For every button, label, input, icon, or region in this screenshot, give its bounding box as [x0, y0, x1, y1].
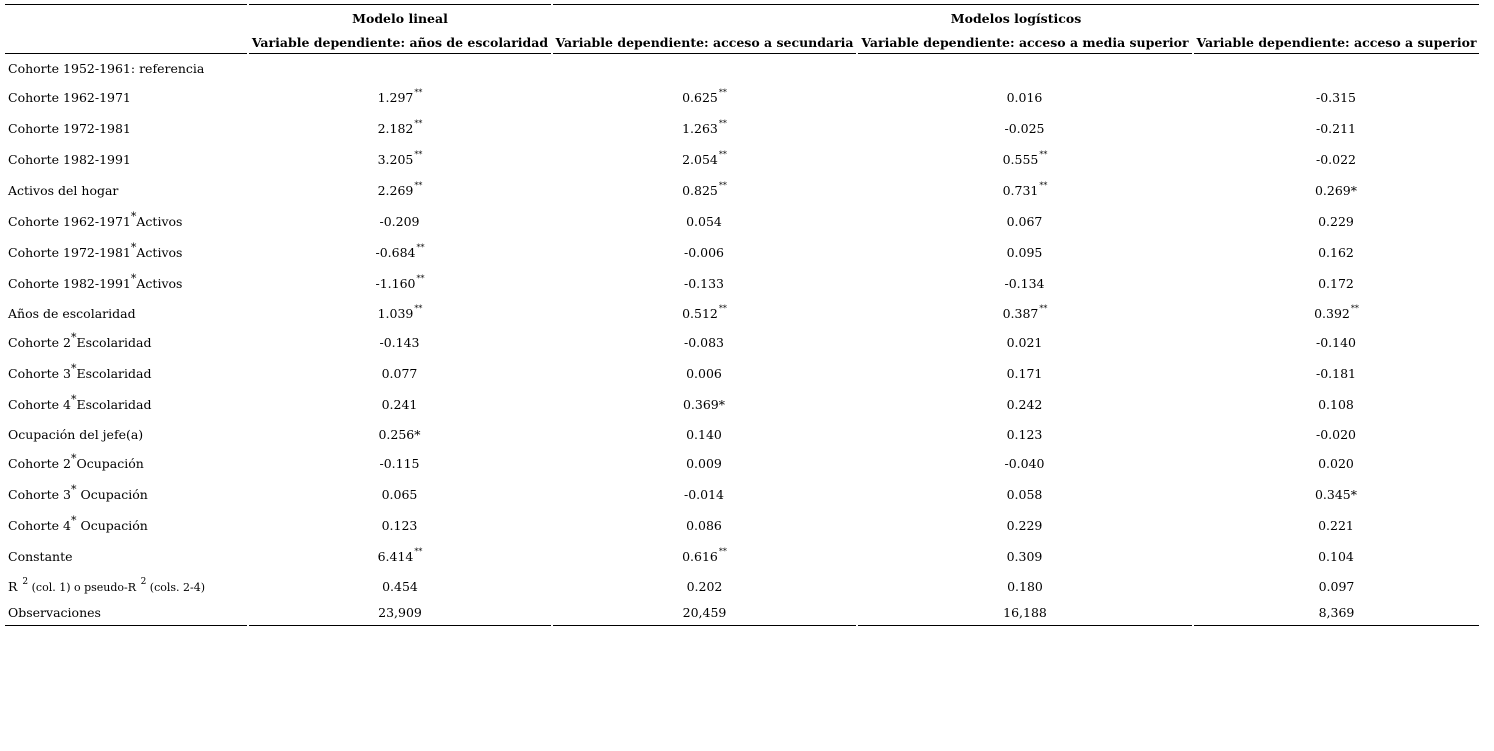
cell: [858, 54, 1192, 82]
coef: -0.211: [1315, 121, 1356, 136]
coef: -0.181: [1315, 366, 1356, 381]
cell: [553, 600, 856, 626]
label-part: Cohorte 4: [8, 518, 71, 533]
cell: [553, 299, 856, 327]
cell: [553, 113, 856, 144]
table-row: [5, 113, 1479, 144]
cell: [1194, 600, 1479, 626]
cell: [858, 510, 1192, 541]
row-label: [5, 448, 247, 479]
coef: -0.684: [375, 245, 416, 260]
cell: [858, 144, 1192, 175]
cell: [249, 510, 551, 541]
cell: [858, 268, 1192, 299]
coef: 0.387: [1002, 305, 1039, 321]
table-row: [5, 600, 1479, 626]
label-part: Activos: [136, 214, 183, 229]
coef: 0.229: [1006, 518, 1043, 533]
cell: [553, 206, 856, 237]
label-part: Ocupación: [76, 456, 144, 471]
label-part: Cohorte 1982-1991: [8, 276, 131, 291]
label-part: Cohorte 1972-1981: [8, 245, 131, 260]
cell: [858, 479, 1192, 510]
table-row: [5, 144, 1479, 175]
column-header-4: Variable dependiente: acceso a superior: [1194, 31, 1479, 54]
cell: [249, 572, 551, 600]
cell: [858, 299, 1192, 327]
header-blank-cell: [5, 4, 247, 31]
significance-marker: **: [414, 88, 423, 97]
significance-marker: **: [414, 547, 423, 556]
cell: [249, 600, 551, 626]
interaction-star: *: [130, 241, 137, 254]
coef: 0.616: [682, 549, 718, 564]
cell: [858, 572, 1192, 600]
cell: [553, 389, 856, 420]
coef: -0.209: [379, 214, 420, 229]
row-label: Cohorte 1952-1961: referencia: [8, 60, 205, 76]
coef: 0.097: [1318, 578, 1355, 594]
cell: [249, 268, 551, 299]
interaction-star: *: [130, 272, 137, 285]
significance-marker: **: [1350, 303, 1359, 313]
coef: 6.414: [377, 549, 414, 564]
coef: 0.006: [686, 366, 722, 381]
cell: [1194, 175, 1479, 206]
coef: -0.134: [1004, 276, 1045, 291]
cell: [553, 541, 856, 572]
cell: [1194, 327, 1479, 358]
interaction-star: *: [71, 393, 77, 406]
cell: [553, 572, 856, 600]
label-part: Activos: [136, 245, 183, 260]
row-label: [5, 237, 247, 268]
coef: 0.016: [1006, 90, 1043, 105]
superscript: 2: [22, 576, 29, 587]
coef: 3.205: [377, 152, 414, 167]
coef: 0.309: [1006, 549, 1043, 564]
row-label: [5, 479, 247, 510]
row-label: Cohorte 1972-1981: [8, 121, 131, 136]
coef: 0.172: [1318, 276, 1354, 291]
cell: [553, 268, 856, 299]
header-columns-row: [5, 31, 1479, 54]
cell: [249, 389, 551, 420]
table-row: [5, 327, 1479, 358]
cell: [553, 448, 856, 479]
coef: -0.115: [379, 456, 420, 471]
observations-count: 20,459: [682, 605, 727, 620]
label-part: Escolaridad: [76, 366, 152, 381]
table-row: [5, 82, 1479, 113]
label-part: Escolaridad: [76, 397, 152, 412]
header-group-row: [5, 4, 1479, 31]
cell: [553, 175, 856, 206]
cell: [1194, 144, 1479, 175]
coef: 2.269: [377, 183, 414, 198]
coef: -0.022: [1315, 152, 1356, 167]
cell: [858, 420, 1192, 448]
coef: 0.369*: [682, 397, 726, 412]
cell: [249, 82, 551, 113]
significance-marker: **: [1039, 181, 1048, 190]
cell: [249, 113, 551, 144]
coef: 0.077: [381, 366, 418, 381]
row-label: [5, 572, 247, 600]
cell: [858, 358, 1192, 389]
coef: 0.454: [382, 578, 418, 594]
cell: [1194, 268, 1479, 299]
coef: -0.025: [1004, 121, 1045, 136]
coef: 0.020: [1318, 456, 1354, 471]
coef: 0.242: [1006, 397, 1043, 412]
cell: [249, 327, 551, 358]
coef: 0.512: [682, 305, 718, 321]
cell: [1194, 358, 1479, 389]
cell: [553, 237, 856, 268]
coef: -0.140: [1315, 335, 1356, 350]
cell: [249, 479, 551, 510]
table-row: [5, 389, 1479, 420]
significance-marker: **: [416, 274, 425, 283]
cell: [1194, 237, 1479, 268]
interaction-star: *: [71, 514, 77, 527]
cell: [249, 206, 551, 237]
label-part: (cols. 2-4): [146, 580, 206, 594]
cell: [1194, 448, 1479, 479]
coef: 0.555: [1002, 152, 1039, 167]
row-label: [5, 268, 247, 299]
cell: [553, 54, 856, 82]
coef: 0.202: [686, 578, 723, 594]
label-part: Cohorte 2: [8, 335, 71, 350]
coef: -0.083: [683, 335, 724, 350]
header-group-linear: Modelo lineal: [249, 4, 551, 31]
coef: 0.731: [1002, 183, 1039, 198]
coef: 0.021: [1006, 335, 1043, 350]
cell: [858, 237, 1192, 268]
table-row: [5, 299, 1479, 327]
significance-marker: **: [718, 181, 727, 190]
row-label: Cohorte 1982-1991: [8, 152, 131, 167]
coef: 0.065: [381, 487, 418, 502]
coef: 0.171: [1006, 366, 1043, 381]
significance-marker: **: [718, 88, 727, 97]
cell: [553, 420, 856, 448]
significance-marker: **: [414, 150, 423, 159]
interaction-star: *: [71, 452, 77, 465]
cell: [249, 541, 551, 572]
row-label: [5, 510, 247, 541]
column-header-2: Variable dependiente: acceso a secundaria: [553, 31, 856, 54]
significance-marker: **: [718, 303, 727, 313]
coef: 0.345*: [1314, 487, 1358, 502]
row-label: Años de escolaridad: [8, 305, 136, 321]
coef: 0.054: [686, 214, 722, 229]
coef: -1.160: [375, 276, 416, 291]
cell: [1194, 113, 1479, 144]
significance-marker: **: [1039, 150, 1048, 159]
cell: [553, 358, 856, 389]
table-row: [5, 479, 1479, 510]
cell: [249, 237, 551, 268]
row-label: Ocupación del jefe(a): [8, 426, 144, 442]
cell: [858, 82, 1192, 113]
row-label: Activos del hogar: [8, 183, 119, 198]
coef: 0.123: [1006, 426, 1043, 442]
label-part: Escolaridad: [76, 335, 152, 350]
label-part: Cohorte 4: [8, 397, 71, 412]
cell: [1194, 572, 1479, 600]
table-row: [5, 358, 1479, 389]
header-blank-cell: [5, 31, 247, 54]
cell: [858, 600, 1192, 626]
coef: 0.825: [682, 183, 718, 198]
table-row: [5, 175, 1479, 206]
coef: -0.315: [1315, 90, 1356, 105]
cell: [858, 389, 1192, 420]
row-label: Observaciones: [5, 600, 247, 626]
label-part: Cohorte 1962-1971: [8, 214, 131, 229]
table-row: [5, 510, 1479, 541]
table-row: [5, 448, 1479, 479]
interaction-star: *: [130, 210, 137, 223]
observations-count: 23,909: [378, 605, 422, 620]
coef: 0.229: [1318, 214, 1354, 229]
cell: [1194, 299, 1479, 327]
cell: [1194, 54, 1479, 82]
label-part: Cohorte 3: [8, 366, 71, 381]
interaction-star: *: [71, 331, 77, 344]
cell: [1194, 420, 1479, 448]
label-part: (col. 1) o pseudo-R: [28, 580, 140, 594]
cell: [858, 206, 1192, 237]
cell: [1194, 541, 1479, 572]
row-label: [5, 327, 247, 358]
observations-count: 16,188: [1003, 605, 1047, 620]
cell: [1194, 82, 1479, 113]
table-row: [5, 268, 1479, 299]
coef: 0.256*: [378, 426, 421, 442]
label-part: Activos: [136, 276, 183, 291]
significance-marker: **: [416, 243, 425, 252]
cell: [858, 175, 1192, 206]
cell: [553, 144, 856, 175]
interaction-star: *: [71, 362, 77, 375]
cell: [858, 448, 1192, 479]
table-row: [5, 237, 1479, 268]
coef: 0.058: [1006, 487, 1043, 502]
table-row: [5, 541, 1479, 572]
row-label: Cohorte 1962-1971: [8, 90, 131, 105]
cell: [1194, 479, 1479, 510]
coef: -0.040: [1004, 456, 1045, 471]
coef: 0.625: [682, 90, 718, 105]
coef: 0.123: [381, 518, 418, 533]
cell: [249, 175, 551, 206]
coef: -0.006: [683, 245, 724, 260]
coef: 0.241: [381, 397, 418, 412]
coef: 1.263: [682, 121, 718, 136]
coef: 1.039: [377, 305, 414, 321]
cell: [249, 420, 551, 448]
table-row: [5, 206, 1479, 237]
cell: [553, 327, 856, 358]
cell: [1194, 510, 1479, 541]
coef: 0.162: [1318, 245, 1354, 260]
cell: [249, 144, 551, 175]
cell: [553, 510, 856, 541]
label-part: Cohorte 2: [8, 456, 71, 471]
cell: [1194, 206, 1479, 237]
coef: 0.086: [686, 518, 722, 533]
superscript: 2: [140, 576, 147, 587]
coef: 0.392: [1314, 305, 1350, 321]
label-part: R: [8, 578, 22, 594]
coef: -0.133: [683, 276, 724, 291]
row-label: [5, 358, 247, 389]
significance-marker: **: [414, 119, 423, 128]
column-header-1: Variable dependiente: años de escolaridad: [249, 31, 551, 54]
coef: -0.143: [379, 335, 420, 350]
significance-marker: **: [718, 119, 727, 128]
coef: 2.054: [682, 152, 718, 167]
label-part: Cohorte 3: [8, 487, 71, 502]
significance-marker: **: [718, 150, 727, 159]
coef: -0.020: [1315, 426, 1356, 442]
coef: 0.269*: [1314, 183, 1358, 198]
coef: 0.009: [686, 456, 722, 471]
significance-marker: **: [718, 547, 727, 556]
cell: [553, 479, 856, 510]
column-header-3: Variable dependiente: acceso a media superior: [858, 31, 1192, 54]
significance-marker: **: [414, 303, 423, 313]
row-label: [5, 389, 247, 420]
significance-marker: **: [414, 181, 423, 190]
coef: 2.182: [377, 121, 414, 136]
observations-count: 8,369: [1318, 605, 1355, 620]
row-label: Constante: [8, 549, 73, 564]
cell: [858, 113, 1192, 144]
table-row: [5, 420, 1479, 448]
cell: [553, 82, 856, 113]
cell: [249, 358, 551, 389]
table-row: [5, 54, 1479, 82]
label-part: Ocupación: [76, 518, 148, 533]
cell: [858, 327, 1192, 358]
coef: 0.221: [1318, 518, 1354, 533]
cell: [1194, 389, 1479, 420]
interaction-star: *: [71, 483, 77, 496]
coef: 0.104: [1318, 549, 1354, 564]
cell: [249, 299, 551, 327]
cell: [249, 54, 551, 82]
coef: 0.108: [1318, 397, 1354, 412]
row-label: [5, 206, 247, 237]
significance-marker: **: [1039, 303, 1048, 313]
table-row: [5, 572, 1479, 600]
coef: 0.095: [1006, 245, 1043, 260]
coef: -0.014: [683, 487, 724, 502]
label-part: Ocupación: [76, 487, 148, 502]
coef: 1.297: [377, 90, 414, 105]
coef: 0.067: [1006, 214, 1043, 229]
coef: 0.140: [686, 426, 722, 442]
regression-table: [3, 4, 1481, 626]
cell: [858, 541, 1192, 572]
coef: 0.180: [1007, 578, 1043, 594]
header-group-logit: Modelos logísticos: [553, 4, 1479, 31]
cell: [249, 448, 551, 479]
